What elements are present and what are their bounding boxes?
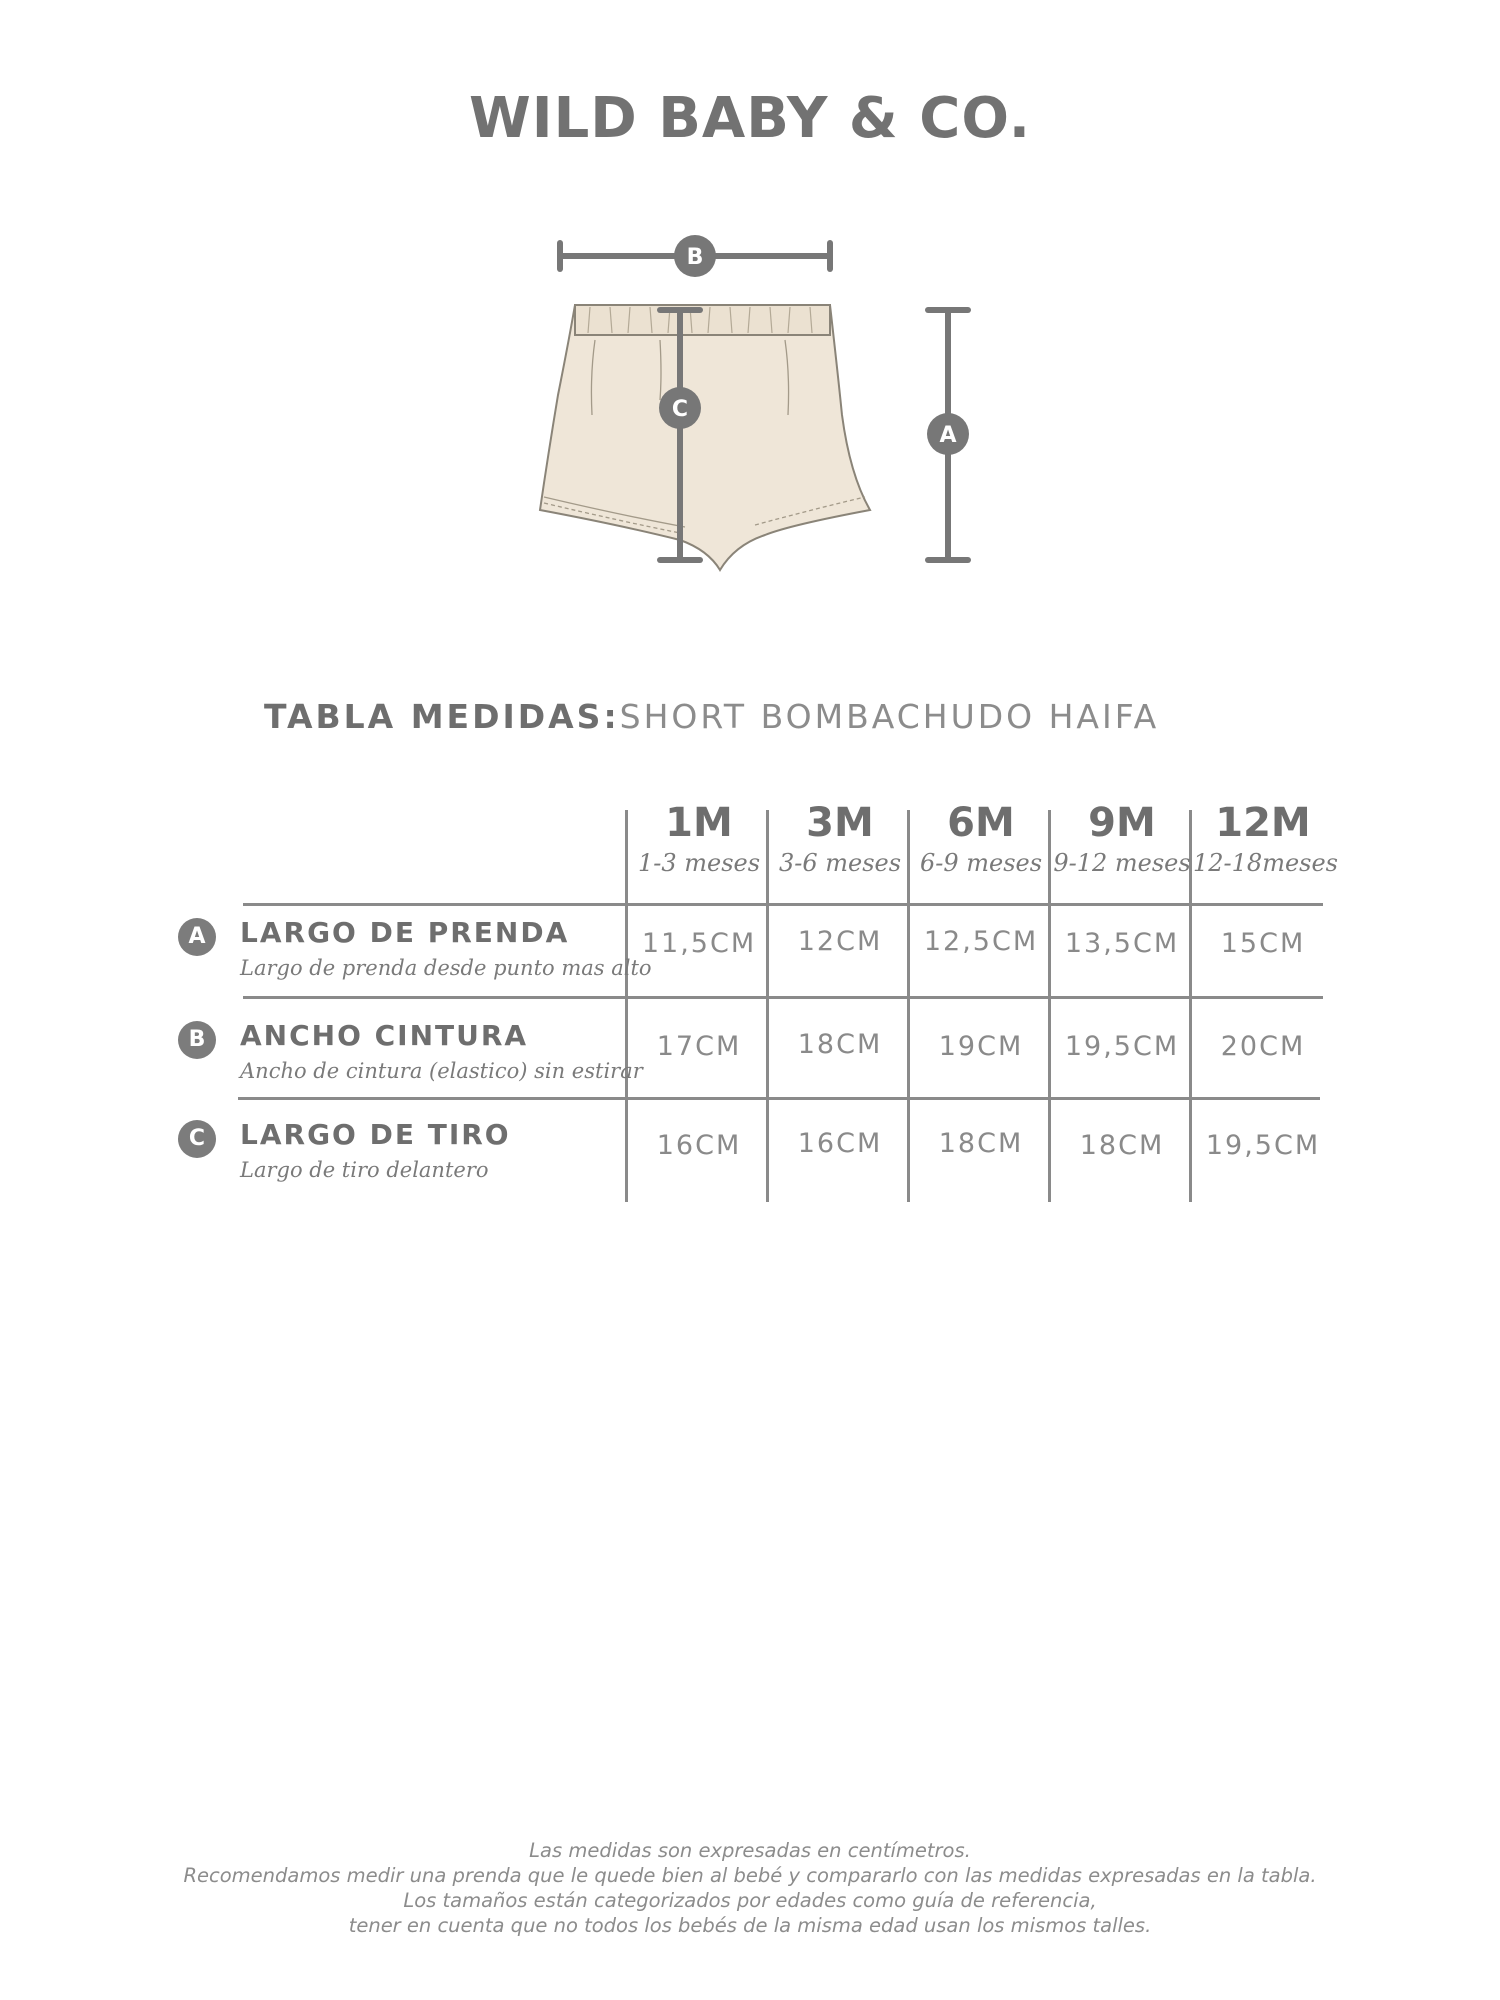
table-cell: 16CM xyxy=(656,1130,742,1161)
row-divider xyxy=(243,903,1323,906)
table-title xyxy=(264,697,1159,736)
row-title: LARGO DE TIRO xyxy=(240,1118,511,1151)
table-cell: 19,5CM xyxy=(1064,1031,1180,1062)
row-title: ANCHO CINTURA xyxy=(240,1019,529,1052)
size-age: 1-3 meses xyxy=(637,849,761,877)
size-age: 12-18meses xyxy=(1193,849,1338,877)
footer-line: Recomendamos medir una prenda que le quede bien al bebé y compararlo con las medidas expresadas en la tabla. xyxy=(183,1864,1317,1887)
marker-b-label: B xyxy=(686,245,704,270)
size-age: 6-9 meses xyxy=(919,849,1043,877)
footer-line: Los tamaños están categorizados por edades como guía de referencia, xyxy=(403,1889,1097,1912)
row-divider xyxy=(243,996,1323,999)
size-header xyxy=(1052,800,1192,880)
size-code: 9M xyxy=(1088,800,1156,846)
shorts-body xyxy=(540,305,870,570)
table-cell: 18CM xyxy=(938,1128,1024,1159)
size-code: 3M xyxy=(806,800,874,846)
row-subtitle: Largo de prenda desde punto mas alto xyxy=(240,956,652,980)
row-subtitle: Largo de tiro delantero xyxy=(240,1158,489,1182)
table-cell: 15CM xyxy=(1220,928,1306,959)
table-cell: 18CM xyxy=(797,1029,883,1060)
row-divider xyxy=(238,1097,1320,1100)
table-cell: 19CM xyxy=(938,1031,1024,1062)
row-subtitle: Ancho de cintura (elastico) sin estirar xyxy=(240,1059,643,1083)
size-header xyxy=(770,800,910,880)
row-title: LARGO DE PRENDA xyxy=(240,916,570,949)
table-cell: 12,5CM xyxy=(923,926,1039,957)
marker-c-badge: C xyxy=(178,1120,216,1158)
table-cell: 19,5CM xyxy=(1205,1130,1321,1161)
size-header xyxy=(911,800,1051,880)
marker-c-label: C xyxy=(671,397,689,422)
footer-notes xyxy=(0,1838,1500,1938)
brand-title: WILD BABY & CO. xyxy=(468,86,1032,151)
marker-b-badge: B xyxy=(178,1021,216,1059)
size-code: 6M xyxy=(947,800,1015,846)
size-age: 9-12 meses xyxy=(1053,849,1191,877)
size-age: 3-6 meses xyxy=(778,849,902,877)
size-header xyxy=(629,800,769,880)
size-header xyxy=(1193,800,1338,880)
footer-line: Las medidas son expresadas en centímetros. xyxy=(529,1839,971,1862)
table-cell: 11,5CM xyxy=(641,928,757,959)
garment-diagram xyxy=(520,225,990,605)
table-title-product: SHORT BOMBACHUDO HAIFA xyxy=(619,697,1160,736)
table-cell: 12CM xyxy=(797,926,883,957)
marker-a-badge: A xyxy=(178,918,216,956)
table-cell: 13,5CM xyxy=(1064,928,1180,959)
footer-line: tener en cuenta que no todos los bebés de la misma edad usan los mismos talles. xyxy=(348,1914,1152,1937)
marker-a-label: A xyxy=(939,423,957,448)
table-cell: 17CM xyxy=(656,1031,742,1062)
size-code: 12M xyxy=(1215,800,1311,846)
table-cell: 16CM xyxy=(797,1128,883,1159)
col-divider xyxy=(625,810,628,1202)
size-code: 1M xyxy=(665,800,733,846)
table-cell: 20CM xyxy=(1220,1031,1306,1062)
table-cell: 18CM xyxy=(1079,1130,1165,1161)
table-title-bold: TABLA MEDIDAS: xyxy=(264,697,620,736)
